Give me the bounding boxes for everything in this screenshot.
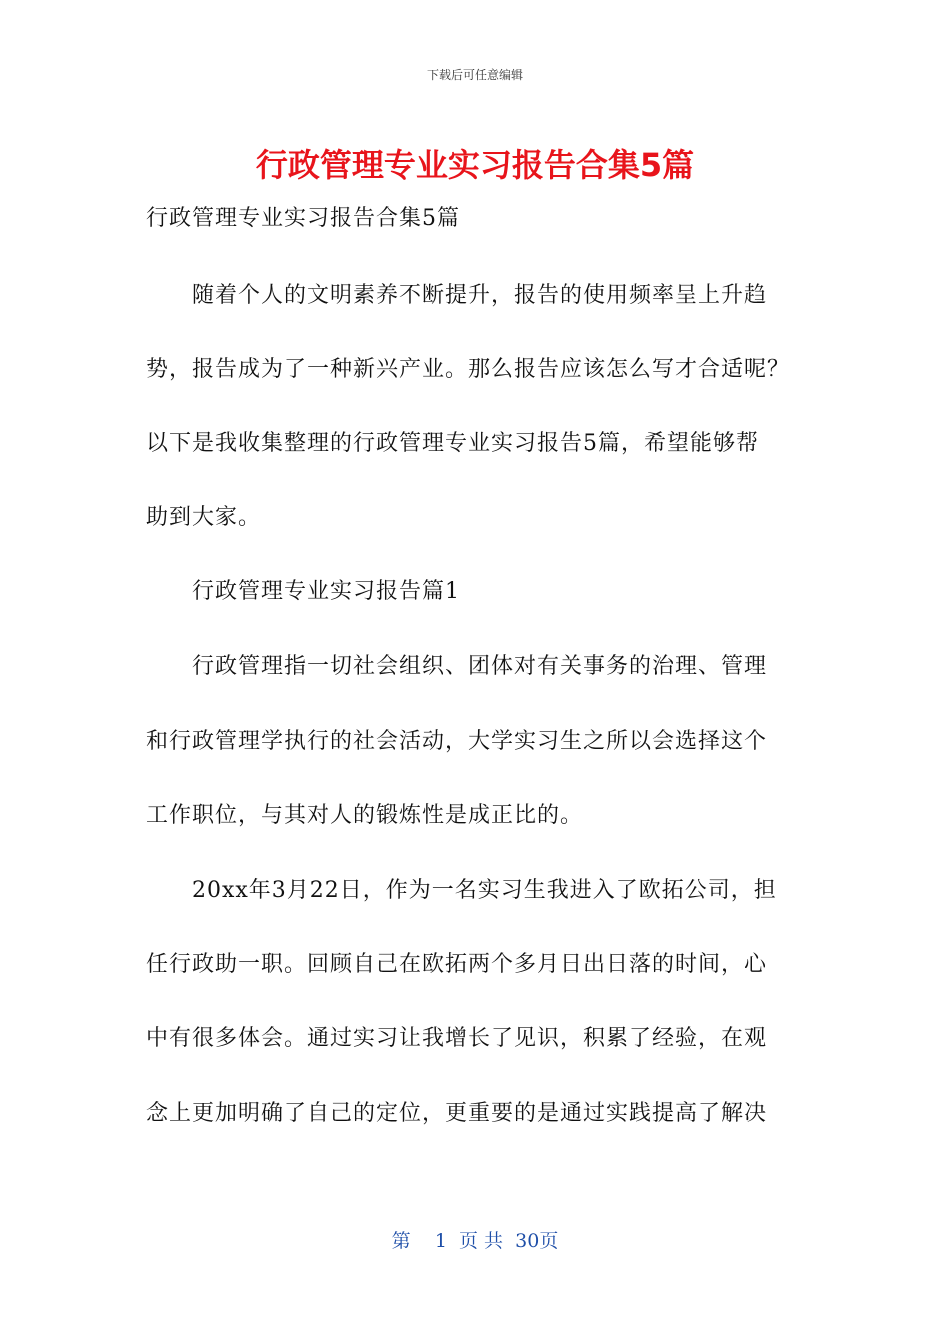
page-footer <box>0 1226 950 1253</box>
footer-middle: 页 共 <box>459 1230 504 1252</box>
paragraph-line: 任行政助一职。回顾自己在欧拓两个多月日出日落的时间，心 <box>146 952 768 977</box>
paragraph-line: 工作职位，与其对人的锻炼性是成正比的。 <box>146 803 584 828</box>
paragraph-line: 助到大家。 <box>146 505 262 530</box>
paragraph-line: 念上更加明确了自己的定位，更重要的是通过实践提高了解决 <box>146 1101 768 1126</box>
header-note: 下载后可任意编辑 <box>426 68 523 82</box>
paragraph-line: 和行政管理学执行的社会活动，大学实习生之所以会选择这个 <box>146 729 768 754</box>
paragraph-line: 20xx年3月22日，作为一名实习生我进入了欧拓公司，担 <box>192 878 777 903</box>
paragraph-line: 随着个人的文明素养不断提升，报告的使用频率呈上升趋 <box>192 283 768 308</box>
paragraph-line: 中有很多体会。通过实习让我增长了见识，积累了经验，在观 <box>146 1026 768 1051</box>
document-title: 行政管理专业实习报告合集5篇 <box>255 146 695 184</box>
paragraph-line: 行政管理指一切社会组织、团体对有关事务的治理、管理 <box>192 654 768 679</box>
paragraph-line: 以下是我收集整理的行政管理专业实习报告5篇，希望能够帮 <box>146 431 759 456</box>
section-heading: 行政管理专业实习报告篇1 <box>192 579 460 604</box>
footer-page-number: 1 <box>434 1230 447 1252</box>
document-subtitle: 行政管理专业实习报告合集5篇 <box>146 206 460 231</box>
paragraph-line: 势，报告成为了一种新兴产业。那么报告应该怎么写才合适呢？ <box>146 357 791 382</box>
footer-total: 30页 <box>515 1230 559 1252</box>
footer-prefix: 第 <box>391 1230 411 1252</box>
